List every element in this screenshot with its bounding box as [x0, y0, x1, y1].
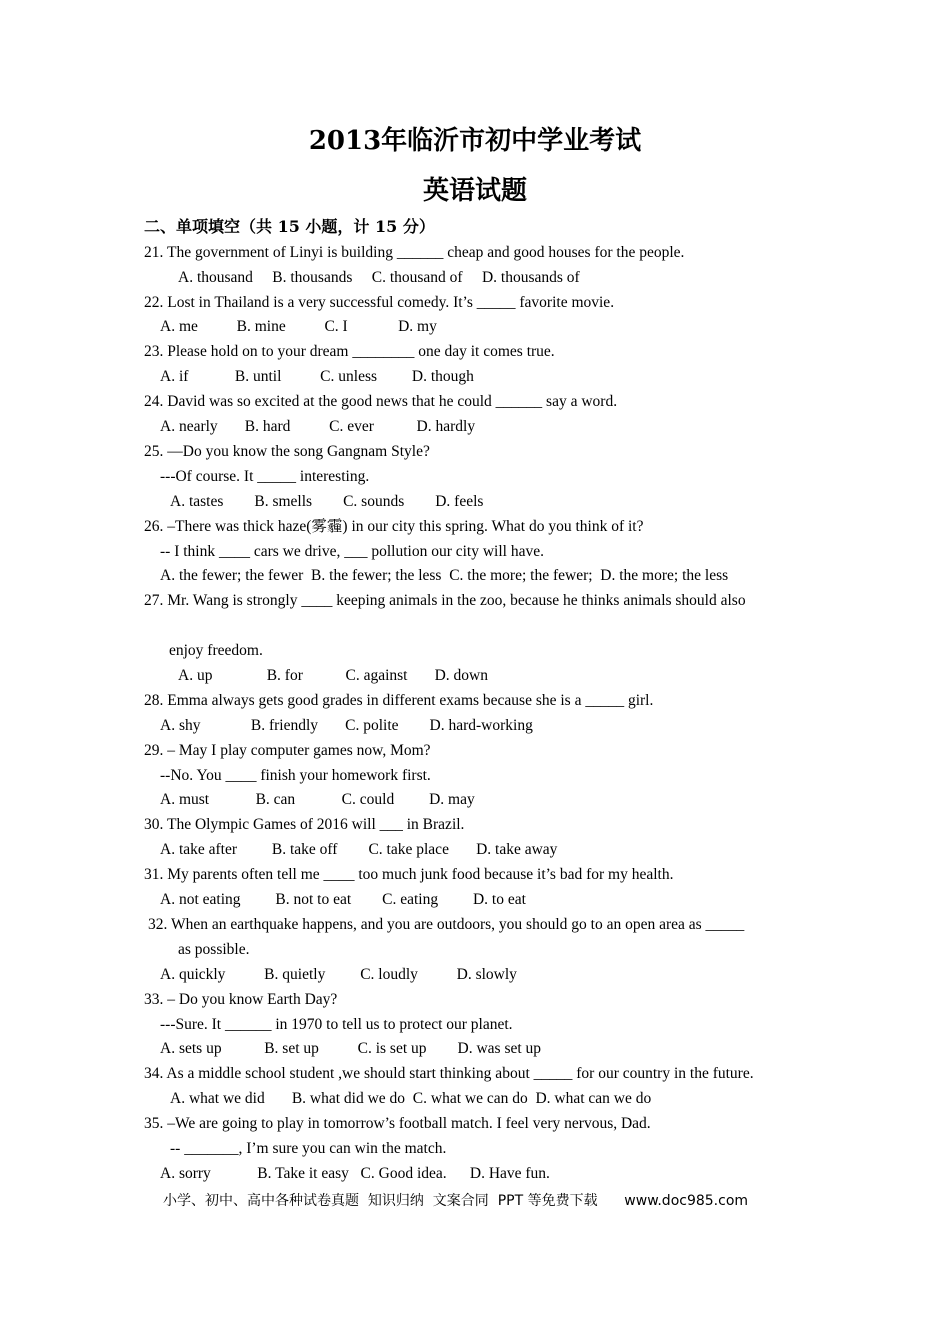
exam-subtitle: 英语试题: [422, 176, 527, 206]
exam-title: 2013年临沂市初中学业考试: [308, 126, 642, 156]
question-28-stem: 28. Emma always gets good grades in different exams because she is a _____ girl.: [144, 692, 654, 709]
question-25-stem: 25. —Do you know the song Gangnam Style?: [144, 443, 430, 460]
question-31-stem: 31. My parents often tell me ____ too much junk food because it’s bad for my health.: [144, 866, 674, 883]
question-24-options: A. nearly B. hard C. ever D. hardly: [160, 418, 476, 435]
question-22-options: A. me B. mine C. I D. my: [160, 318, 437, 335]
question-35-reply: -- _______, I’m sure you can win the match.: [170, 1140, 447, 1157]
question-31-options: A. not eating B. not to eat C. eating D. to eat: [160, 891, 526, 908]
question-27-options: A. up B. for C. against D. down: [178, 667, 488, 684]
question-23-options: A. if B. until C. unless D. though: [160, 368, 474, 385]
question-29-stem: 29. – May I play computer games now, Mom?: [144, 742, 431, 759]
question-34-options: A. what we did B. what did we do C. what we can do D. what can we do: [170, 1090, 652, 1107]
question-25-reply: ---Of course. It _____ interesting.: [160, 468, 370, 485]
question-30-options: A. take after B. take off C. take place D. take away: [160, 841, 558, 858]
question-24-stem: 24. David was so excited at the good news that he could ______ say a word.: [144, 393, 618, 410]
page-footer: 小学、初中、高中各种试卷真题 知识归纳 文案合同 PPT 等免费下载 www.doc985.com: [163, 1193, 749, 1209]
question-26-reply: -- I think ____ cars we drive, ___ pollution our city will have.: [160, 543, 544, 560]
question-26-stem: 26. –There was thick haze(雾霾) in our city this spring. What do you think of it?: [144, 518, 644, 535]
question-29-options: A. must B. can C. could D. may: [160, 791, 475, 808]
question-35-stem: 35. –We are going to play in tomorrow’s football match. I feel very nervous, Dad.: [144, 1115, 651, 1132]
question-34-stem: 34. As a middle school student ,we should start thinking about _____ for our country in the future.: [144, 1065, 754, 1082]
question-30-stem: 30. The Olympic Games of 2016 will ___ in Brazil.: [144, 816, 465, 833]
question-33-reply: ---Sure. It ______ in 1970 to tell us to protect our planet.: [160, 1016, 513, 1033]
question-23-stem: 23. Please hold on to your dream ________ one day it comes true.: [144, 343, 555, 360]
question-32-continuation: as possible.: [178, 941, 250, 958]
question-32-stem: 32. When an earthquake happens, and you are outdoors, you should go to an open area as _____: [148, 916, 745, 933]
question-21-stem: 21. The government of Linyi is building ______ cheap and good houses for the people.: [144, 244, 685, 261]
question-21-options: A. thousand B. thousands C. thousand of D. thousands of: [178, 269, 580, 286]
question-25-options: A. tastes B. smells C. sounds D. feels: [170, 493, 484, 510]
question-27-stem: 27. Mr. Wang is strongly ____ keeping animals in the zoo, because he thinks animals should also: [144, 592, 746, 609]
question-22-stem: 22. Lost in Thailand is a very successful comedy. It’s _____ favorite movie.: [144, 294, 615, 311]
question-29-reply: --No. You ____ finish your homework first.: [160, 767, 431, 784]
question-33-stem: 33. – Do you know Earth Day?: [144, 991, 338, 1008]
question-35-options: A. sorry B. Take it easy C. Good idea. D. Have fun.: [160, 1165, 550, 1182]
question-33-options: A. sets up B. set up C. is set up D. was set up: [160, 1040, 542, 1057]
question-27-continuation: enjoy freedom.: [169, 642, 263, 659]
question-28-options: A. shy B. friendly C. polite D. hard-working: [160, 717, 533, 734]
question-26-options: A. the fewer; the fewer B. the fewer; the less C. the more; the fewer; D. the more; the less: [160, 567, 729, 584]
section-heading: 二、单项填空（共 15 小题，计 15 分）: [144, 217, 435, 236]
question-32-options: A. quickly B. quietly C. loudly D. slowly: [160, 966, 517, 983]
